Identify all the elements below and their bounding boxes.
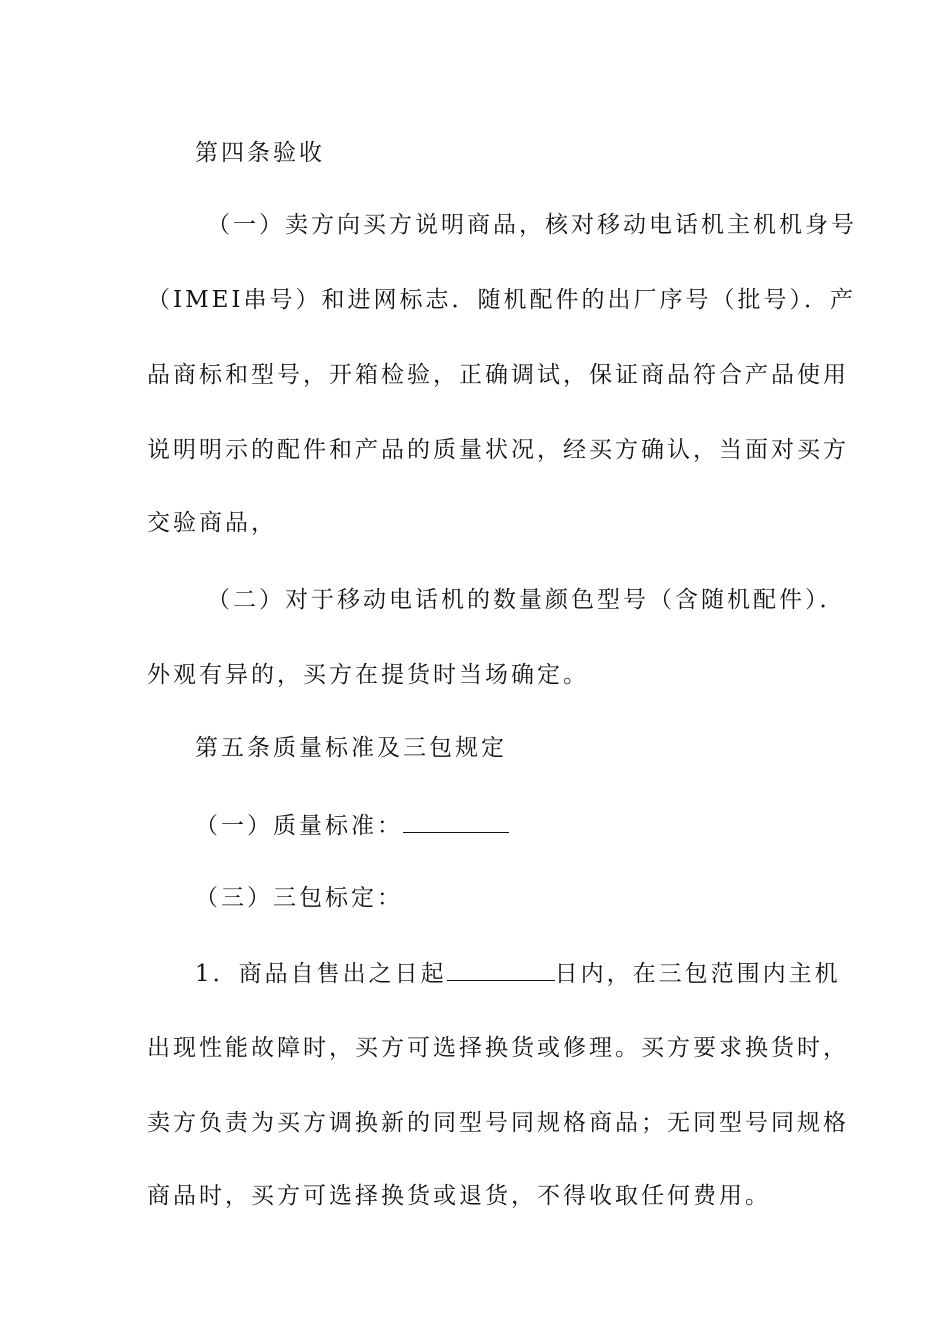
article-4-title: 第四条验收: [195, 140, 325, 166]
item-1-line-1: [195, 958, 841, 989]
clause-1-line-5: 交验商品，: [147, 510, 277, 536]
item-1-line-4: 商品时，买方可选择换货或退货，不得收取任何费用。: [147, 1183, 771, 1209]
clause-2-line-1: （二）对于移动电话机的数量颜色型号（含随机配件）．: [207, 587, 846, 613]
clause-1-line-3: 品商标和型号，开箱检验，正确调试，保证商品符合产品使用: [147, 362, 849, 388]
quality-standard-line: [195, 810, 855, 841]
item-1-prefix: 1．商品自售出之日起: [195, 961, 447, 987]
item-1-line-2: 出现性能故障时，买方可选择换货或修理。买方要求换货时，: [147, 1035, 849, 1061]
quality-standard-blank: [403, 810, 509, 833]
clause-1-line-1: （一）卖方向买方说明商品，核对移动电话机主机机身号: [207, 212, 857, 238]
item-1-suffix: 日内，在三包范围内主机: [554, 961, 841, 987]
quality-standard-label: （一）质量标准：: [195, 813, 403, 839]
clause-1-line-2: （IMEI串号）和进网标志．随机配件的出厂序号（批号）．产: [147, 287, 857, 313]
item-1-line-3: 卖方负责为买方调换新的同型号同规格商品；无同型号同规格: [147, 1110, 849, 1136]
clause-1-line-4: 说明明示的配件和产品的质量状况，经买方确认，当面对买方: [147, 437, 849, 463]
clause-2-line-2: 外观有异的，买方在提货时当场确定。: [147, 662, 589, 688]
article-5-title: 第五条质量标准及三包规定: [195, 735, 507, 761]
item-1-days-blank: [447, 958, 555, 981]
warranty-label: （三）三包标定：: [195, 885, 403, 911]
